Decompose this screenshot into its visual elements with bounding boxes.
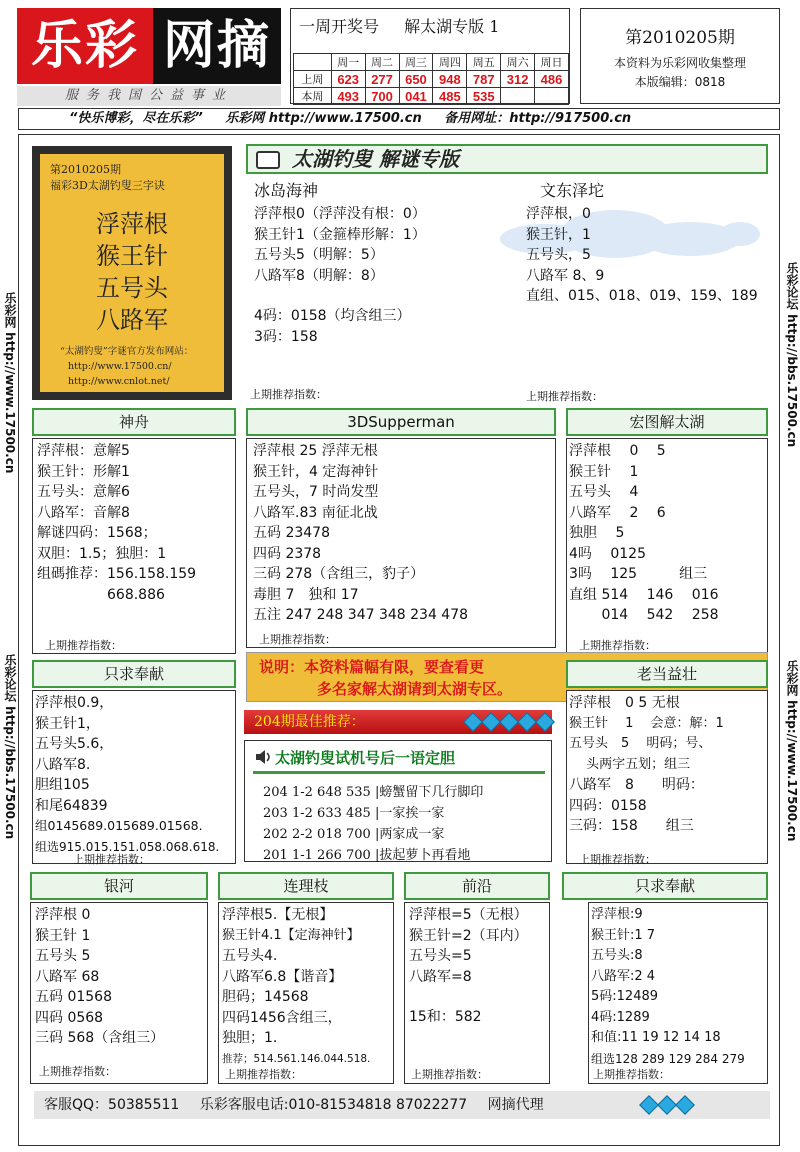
box-line: 四码：0158: [569, 797, 647, 814]
box-line: 八路军=8: [409, 968, 472, 985]
recommend-label: 上期推荐指数：: [45, 639, 122, 652]
box-line: 三码：158 组三: [569, 818, 694, 834]
box-line: 八路军 68: [35, 968, 100, 985]
box-line: 毒胆 7 独和 17: [253, 586, 359, 603]
wendong-line: 直组、015、018、019、159、189: [526, 288, 758, 304]
box-line: 猴王针 1: [35, 927, 91, 944]
bingdao-line: 浮萍根0（浮萍没有根：0）: [254, 206, 426, 222]
wendong-line: 八路军 8、9: [526, 267, 605, 284]
draw-title: [291, 9, 571, 45]
trial-title-underline: [253, 771, 545, 774]
poem-card: [32, 146, 232, 400]
box-title-zhiqiu1: 只求奉献: [32, 660, 236, 688]
box-line: 八路军:2 4: [591, 968, 656, 984]
draw-title-right: 解太湖专版 1: [404, 17, 500, 36]
side-left-bottom[interactable]: 乐彩论坛 http://bbs.17500.cn: [3, 654, 17, 840]
day-header: 周六: [501, 54, 535, 71]
jiemi-header: [246, 144, 768, 174]
box-line: 猴王针:1 7: [591, 927, 656, 943]
bingdao-line: 八路军8（明解：8）: [254, 267, 384, 284]
logo-black: 网摘: [153, 8, 281, 84]
box-line: 668.886: [37, 586, 165, 603]
box-line: 五号头 5 明码；号、: [569, 736, 712, 751]
box-shenzhou: [32, 438, 236, 654]
day-header: 周四: [433, 54, 467, 71]
issue-number: 第2010205期: [625, 28, 735, 48]
side-right-bottom[interactable]: 乐彩网 http://www.17500.cn: [785, 660, 799, 842]
box-title-lianlizhi: 连理枝: [218, 872, 394, 900]
box-line: 猴王针：形解1: [37, 463, 130, 480]
draw-number: 650: [399, 71, 433, 88]
box-line: 五号头:8: [591, 948, 643, 963]
poem-line: 八路军: [96, 306, 168, 334]
box-line: 组选128 289 129 284 279: [591, 1051, 745, 1066]
diamond-icon: [481, 712, 501, 732]
recommend-label: 上期推荐指数：: [579, 853, 656, 866]
editor: 本版编辑：0818: [634, 75, 726, 89]
trial-row: 202 2-2 018 700 |两家成一家: [263, 827, 445, 842]
day-header: 周日: [535, 54, 569, 71]
jiemi-title: [246, 144, 768, 174]
book-icon: [256, 151, 280, 169]
box-supperman: [246, 438, 556, 648]
draw-number: 485: [433, 88, 467, 105]
jiemi-title-text: 太湖钓叟 解谜专版: [292, 147, 459, 171]
box-line: 和尾64839: [35, 797, 108, 814]
draw-number: 277: [365, 71, 399, 88]
box-line: 猴王针 1 会意：解：1: [569, 715, 724, 731]
trial-row: 201 1-1 266 700 |拔起萝卜再看地: [263, 848, 471, 863]
box-title-shenzhou: 神舟: [32, 408, 236, 436]
box-laodang: [566, 690, 768, 864]
box-line: 浮萍根：意解5: [37, 443, 130, 459]
row-label: 本周: [294, 88, 332, 105]
box-line: 五号头：意解6: [37, 484, 130, 500]
box-line: 三码 568（含组三）: [35, 1030, 165, 1046]
recommend-label: 上期推荐指数：: [593, 1068, 670, 1081]
wendong-name: 文东泽坨: [540, 181, 605, 200]
box-line: 五号头 5: [35, 948, 91, 964]
site-link[interactable]: 乐彩网 http://www.17500.cn: [225, 111, 422, 126]
box-line: [409, 987, 528, 1007]
box-line: 组碼推荐：156.158.159: [37, 566, 197, 582]
box-zhiqiu2: [588, 902, 768, 1084]
box-yinhe: [30, 902, 208, 1084]
box-title-zhiqiu2: 只求奉献: [562, 872, 768, 900]
box-line: 头两字五划；组三: [569, 756, 691, 772]
box-line: 双胆：1.5；独胆：1: [37, 545, 167, 562]
draw-number: 041: [399, 88, 433, 105]
box-zhiqiu1: [32, 690, 236, 864]
box-line: 独胆 5: [569, 525, 625, 541]
trial-row: 203 1-2 633 485 |一家挨一家: [263, 806, 445, 821]
logo-motto: 服务我国公益事业: [17, 86, 281, 106]
draw-number: 948: [433, 71, 467, 88]
weekly-draw-panel: [290, 8, 570, 104]
box-line: 猴王针1，: [35, 715, 100, 732]
box-line: 胆组105: [35, 777, 90, 793]
box-title-yinhe: 银河: [30, 872, 208, 900]
diamond-icon: [517, 712, 537, 732]
trial-title: 太湖钓叟试机号后一语定胆: [275, 749, 456, 767]
box-line: 5码:12489: [591, 989, 659, 1004]
poem-header: [50, 162, 165, 194]
bingdao-line: 猴王针1（金箍棒形解：1）: [254, 226, 426, 243]
diamond-icon: [463, 712, 483, 732]
side-right-top[interactable]: 乐彩论坛 http://bbs.17500.cn: [785, 262, 799, 448]
draw-number: 312: [501, 71, 535, 88]
box-hongtu: [566, 438, 768, 654]
draw-number: 700: [365, 88, 399, 105]
box-line: 五码 23478: [253, 525, 330, 541]
box-line: 浮萍根 0 5: [569, 443, 666, 459]
best-label: 204期最佳推荐：: [254, 714, 365, 730]
box-line: 4吗 0125: [569, 545, 646, 562]
bingdao-line: 4码：0158（均含组三）: [254, 308, 411, 324]
draw-number: 535: [467, 88, 501, 105]
box-line: 推荐；514.561.146.044.518.: [222, 1052, 371, 1065]
box-line: 解谜四码：1568；: [37, 525, 157, 541]
draw-table: [293, 53, 569, 105]
box-line: 浮萍根0.9，: [35, 695, 114, 711]
box-line: 组选915.015.151.058.068.618.: [35, 839, 220, 854]
draw-number: [501, 88, 535, 105]
box-line: 浮萍根=5（无根）: [409, 907, 528, 923]
box-line: 浮萍根 25 浮萍无根: [253, 443, 378, 459]
box-line: 五号头=5: [409, 948, 472, 964]
poem-subtitle: 福彩3D太湖钓叟三字诀: [50, 179, 165, 192]
box-line: 八路军：音解8: [37, 504, 130, 521]
box-title-hongtu: 宏图解太湖: [566, 408, 768, 436]
day-header: 周一: [331, 54, 365, 71]
draw-number: 787: [467, 71, 501, 88]
wendong-line: 五号头，5: [526, 247, 591, 263]
box-line: 猴王针，4 定海神针: [253, 463, 379, 480]
bingdao-line: 五号头5（明解：5）: [254, 247, 384, 263]
poem-line: 五号头: [96, 274, 168, 302]
recommend-label: 上期推荐指数：: [225, 1068, 302, 1081]
poem-url[interactable]: http://www.cnlot.net/: [68, 376, 170, 387]
issue-panel: [580, 8, 780, 104]
box-line: 八路军 8 明码：: [569, 777, 704, 793]
box-line: 八路军.83 南征北战: [253, 504, 378, 521]
footer-agent[interactable]: 网摘代理: [487, 1097, 544, 1113]
draw-number: 486: [535, 71, 569, 88]
draw-number: 493: [331, 88, 365, 105]
box-lianlizhi: [218, 902, 394, 1084]
box-line: 和值:11 19 12 14 18: [591, 1030, 721, 1045]
recommend-label: 上期推荐指数：: [39, 1065, 116, 1078]
box-line: 组0145689.015689.01568.: [35, 818, 203, 833]
slogan-quote: “快乐博彩，尽在乐彩”: [69, 111, 203, 126]
box-line: 四码 0568: [35, 1009, 104, 1026]
bingdao-content: [254, 204, 426, 347]
box-title-qianyan: 前沿: [404, 872, 550, 900]
row-label: 上周: [294, 71, 332, 88]
box-line: 五注 247 248 347 348 234 478: [253, 607, 469, 623]
poem-note: “太湖钓叟”字谜官方发布网站：: [60, 346, 194, 357]
box-line: 五码 01568: [35, 989, 112, 1005]
wendong-line: 猴王针，1: [526, 226, 591, 243]
footer-phone: 乐彩客服电话:010-81534818 87022277: [199, 1097, 468, 1113]
diamond-icon: [535, 712, 555, 732]
trial-number-panel: [244, 740, 552, 862]
promo-line2: 多名家解太湖请到太湖专区。: [317, 680, 513, 698]
box-line: 八路军6.8【谐音】: [222, 968, 343, 985]
logo-red: 乐彩: [17, 8, 153, 84]
box-line: 浮萍根5.【无根】: [222, 907, 334, 923]
box-line: 四码1456含组三，: [222, 1009, 342, 1026]
box-line: 八路军8.: [35, 756, 91, 773]
day-header: 周二: [365, 54, 399, 71]
bingdao-line: [254, 286, 426, 306]
best-recommend-bar: [244, 710, 552, 734]
recommend-label: 上期推荐指数：: [526, 390, 603, 403]
box-line: 四码 2378: [253, 545, 322, 562]
box-line: 三码 278（含组三，豹子）: [253, 566, 425, 582]
recommend-label: 上期推荐指数：: [259, 633, 336, 646]
box-line: 4码:1289: [591, 1009, 650, 1025]
bingdao-name: 冰岛海神: [254, 181, 319, 200]
box-line: 014 542 258: [569, 607, 719, 623]
poem-line: 浮萍根: [96, 210, 168, 238]
draw-number: 623: [331, 71, 365, 88]
draw-title-left: 一周开奖号: [299, 17, 380, 36]
corner-cell: [294, 54, 332, 71]
poem-url[interactable]: http://www.17500.cn/: [68, 361, 172, 372]
box-line: 五号头，7 时尚发型: [253, 484, 379, 500]
bingdao-line: 3码：158: [254, 328, 318, 345]
backup-link[interactable]: 备用网址：http://917500.cn: [444, 111, 632, 126]
speaker-icon: [255, 749, 273, 765]
day-header: 周五: [467, 54, 501, 71]
day-header: 周三: [399, 54, 433, 71]
box-qianyan: [404, 902, 550, 1084]
side-left-top[interactable]: 乐彩网 http://www.17500.cn: [3, 292, 17, 474]
poem-line: 猴王针: [96, 242, 168, 270]
poem-issue: 第2010205期: [50, 163, 121, 176]
box-line: 五号头 4: [569, 484, 639, 500]
logo: [17, 8, 281, 104]
box-title-laodang: 老当益壮: [566, 660, 768, 688]
box-line: 八路军 2 6: [569, 504, 666, 521]
recommend-label: 上期推荐指数：: [250, 388, 327, 401]
box-line: 3吗 125 组三: [569, 566, 708, 582]
box-line: 五号头4.: [222, 948, 278, 964]
box-line: 15和：582: [409, 1009, 482, 1025]
trial-row: 204 1-2 648 535 |螃蟹留下几行脚印: [263, 785, 484, 800]
wendong-line: 浮萍根，0: [526, 206, 591, 222]
recommend-label: 上期推荐指数：: [73, 853, 150, 866]
box-line: 独胆；1.: [222, 1030, 278, 1046]
box-title-supperman: 3DSupperman: [246, 408, 556, 436]
source-note: 本资料为乐彩网收集整理: [613, 56, 746, 70]
box-line: 五号头5.6，: [35, 736, 114, 752]
box-line: 猴王针 1: [569, 463, 639, 480]
box-line: 胆码；14568: [222, 989, 309, 1005]
wendong-content: [526, 204, 758, 307]
box-line: 直组 514 146 016: [569, 586, 719, 603]
poem-card-inner: [40, 154, 224, 392]
draw-number: [535, 88, 569, 105]
promo-line1: 说明：本资料篇幅有限，要查看更: [259, 658, 485, 676]
box-line: 猴王针4.1【定海神针】: [222, 927, 360, 943]
box-line: 浮萍根:9: [591, 907, 643, 922]
recommend-label: 上期推荐指数：: [411, 1068, 488, 1081]
diamond-icon: [499, 712, 519, 732]
box-line: 猴王针=2（耳内）: [409, 927, 528, 944]
box-line: 浮萍根 0: [35, 907, 91, 923]
recommend-label: 上期推荐指数：: [579, 639, 656, 652]
slogan-bar: [18, 108, 780, 130]
footer-qq: 客服QQ：50385511: [44, 1097, 180, 1113]
box-line: 浮萍根 0 5 无根: [569, 695, 680, 711]
